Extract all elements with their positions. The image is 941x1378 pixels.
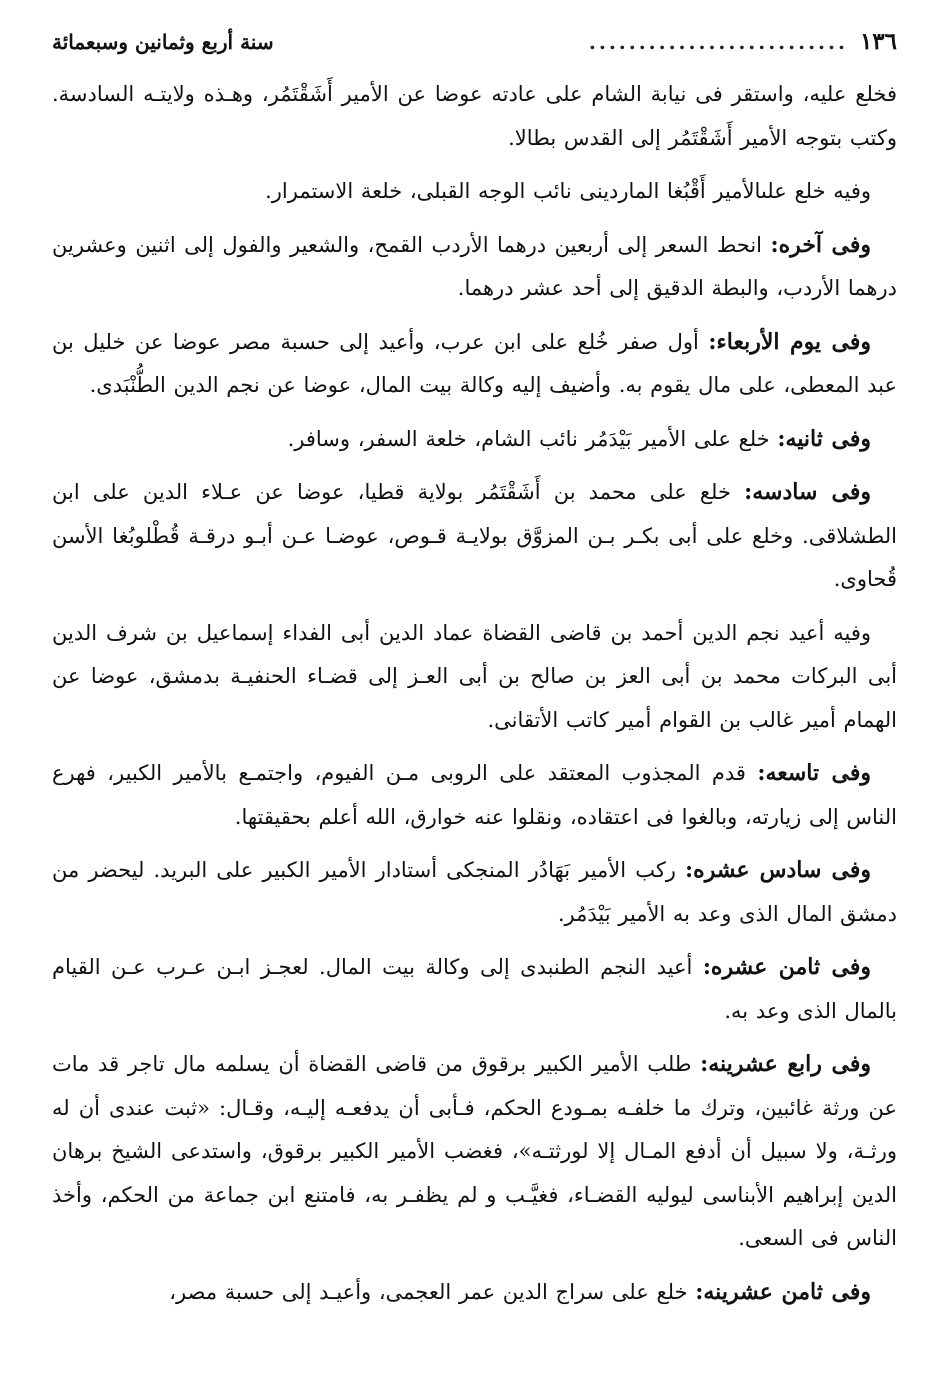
paragraph bbox=[52, 849, 897, 936]
paragraph-lead: وفى رابع عشرينه: bbox=[700, 1051, 871, 1077]
paragraph-lead: وفى تاسعه: bbox=[757, 760, 871, 786]
paragraph-text: ركب الأمير بَهَادُر المنجكى أستادار الأمير الكبير على البريد. ليحضر من دمشق المال الذى وعد به الأمير بَيْدَمُر. bbox=[52, 858, 897, 926]
chapter-title: سنة أربع وثمانين وسبعمائة bbox=[52, 30, 274, 54]
paragraph-text: قدم المجذوب المعتقد على الروبى مـن الفيوم، واجتمـع بالأمير الكبير، فهرع الناس إلى زيارته، وبالغوا فى اعتقاده، ونقلوا عنه خوارق، الله أعلم بحقيقتها. bbox=[52, 761, 897, 829]
paragraph-lead: وفى يوم الأربعاء: bbox=[708, 328, 871, 355]
paragraph-text: خلع على الأمير بَيْدَمُر نائب الشام، خلعة السفر، وسافر. bbox=[287, 426, 770, 451]
paragraph-text: طلب الأمير الكبير برقوق من قاضى القضاة أن يسلمه مال تاجر قد مات عن ورثة غائبين، وترك ما خلفـه بمـودع الحكم، فـأبى أن يدفعـه إليـه، وقـال: «ثبت عندى أن له ورثـة، ولا سبيل أن أدفع المـال إلا لورثتـه»، فغضب الأمير الكبير برقوق، واستدعى الشيخ برهان الدين إبراهيم الأبناسى ليوليه القضـاء، فغيَّـب و لم يظفـر به، فامتنع ابن جماعة من الحكم، وأخذ الناس فى السعى. bbox=[52, 1052, 897, 1250]
paragraph bbox=[52, 73, 897, 160]
book-page bbox=[52, 28, 897, 1363]
paragraph-text: وفيه خلع علىالأمير أَقْبُغا الماردينى نائب الوجه القبلى، خلعة الاستمرار. bbox=[265, 179, 871, 203]
paragraph-text: فخلع عليه، واستقر فى نيابة الشام على عادته عوضا عن الأمير أَشَقْتَمُر، وهـذه ولايتـه السادسة. وكتب بتوجه الأمير أَشَقْتَمُر إلى القدس بطالا. bbox=[52, 82, 897, 150]
paragraph bbox=[52, 752, 897, 839]
paragraph bbox=[52, 224, 897, 311]
paragraph-text: خلع على سراج الدين عمر العجمى، وأعيـد إلى حسبة مصر، bbox=[169, 1279, 688, 1304]
paragraph-lead: وفى آخره: bbox=[770, 231, 871, 258]
paragraph-text: خلع على محمد بن أَشَقْتَمُر بولاية قطيا، عوضا عن عـلاء الدين على ابن الطشلاقى. وخلع على أبى بكـر بـن المزوَّق بولايـة قـوص، عوضـا عـن أبـو درقـة قُطْلوبُغا الأسن قُحاوى. bbox=[52, 480, 897, 591]
paragraph bbox=[52, 612, 897, 743]
paragraph-lead: وفى ثامن عشرينه: bbox=[695, 1278, 871, 1305]
paragraph bbox=[52, 471, 897, 602]
paragraph-text: أعيد النجم الطنبدى إلى وكالة بيت المال. لعجـز ابـن عـرب عـن القيام بالمال الذى وعد به. bbox=[52, 955, 897, 1023]
paragraph-lead: وفى سادسه: bbox=[744, 479, 871, 505]
paragraph bbox=[52, 170, 897, 214]
paragraph-lead: وفى ثامن عشره: bbox=[702, 954, 871, 980]
page-body bbox=[52, 73, 897, 1314]
paragraph bbox=[52, 1043, 897, 1261]
paragraph bbox=[52, 946, 897, 1033]
paragraph-lead: وفى ثانيه: bbox=[777, 425, 871, 452]
paragraph-lead: وفى سادس عشره: bbox=[685, 857, 871, 883]
paragraph-text: انحط السعر إلى أربعين درهما الأردب القمح، والشعير والفول إلى اثنين وعشرين درهما الأردب، والبطة الدقيق إلى أحد عشر درهما. bbox=[52, 232, 897, 300]
paragraph bbox=[52, 1271, 897, 1315]
header-leader-dots: .......................... bbox=[588, 30, 848, 54]
paragraph bbox=[52, 418, 897, 462]
paragraph-text: وفيه أعيد نجم الدين أحمد بن قاضى القضاة عماد الدين أبى الفداء إسماعيل بن شرف الدين أبى البركات محمد بن أبى العز بن صالح بن أبى العـز إلى قضـاء الحنفيـة بدمشق، عوضا عن الهمام أمير غالب بن القوام أمير كاتب الأتقانى. bbox=[52, 620, 897, 732]
running-head bbox=[52, 28, 897, 69]
paragraph-text: أول صفر خُلع على ابن عرب، وأعيد إلى حسبة مصر عوضا عن خليل بن عبد المعطى، على مال يقوم به. وأضيف إليه وكالة بيت المال، عوضا عن نجم الدين الطُّنْبَدى. bbox=[52, 329, 897, 397]
page-number: ١٣٦ bbox=[859, 28, 897, 55]
paragraph bbox=[52, 321, 897, 408]
